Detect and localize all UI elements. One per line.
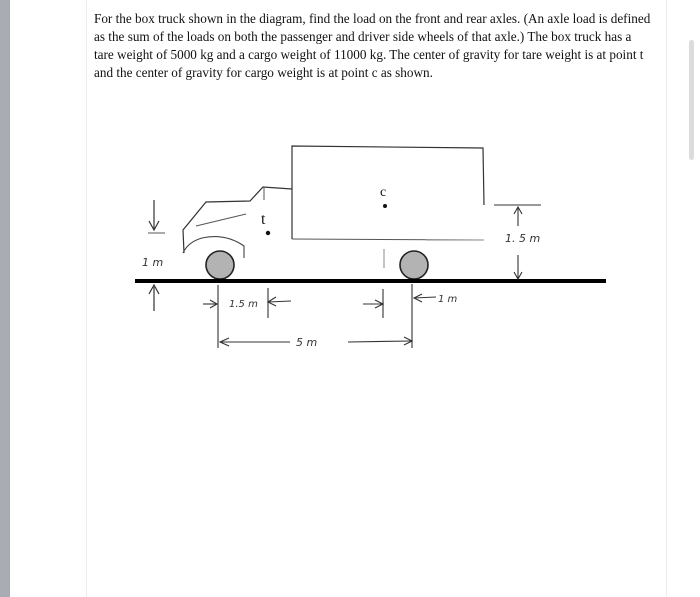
cargo-height-label: 1. 5 m bbox=[505, 232, 541, 245]
tare-point-label: t bbox=[261, 211, 266, 228]
tare-point-marker bbox=[266, 231, 270, 235]
tare-dimension-label: 1.5 m bbox=[229, 299, 258, 310]
axle-spacing-label: 5 m bbox=[296, 336, 318, 349]
cargo-dim-arrow-right bbox=[414, 297, 436, 298]
cargo-point-label: c bbox=[380, 185, 387, 200]
cargo-axle-dimension-label: 1 m bbox=[438, 294, 458, 305]
cab-outline bbox=[183, 187, 292, 253]
axle-dim-line-right bbox=[348, 341, 412, 342]
front-wheel bbox=[206, 251, 234, 279]
problem-text: For the box truck shown in the diagram, find the load on the front and rear axles. (An axle load is defined as the sum of the loads on both the passenger and driver side wheels of that axle.) The box truck has a tare weight of 5000 kg and a cargo weight of 11000 kg. The center of gravity for tare weight is at point t and the center of gravity for cargo weight is at point c as shown. bbox=[94, 11, 651, 80]
cab-door-line bbox=[196, 187, 264, 226]
height-dimension-label: 1 m bbox=[142, 256, 164, 269]
cargo-box-outline bbox=[292, 146, 484, 239]
rear-wheel bbox=[400, 251, 428, 279]
cargo-point-marker bbox=[383, 204, 387, 208]
tare-dim-arrow-right bbox=[268, 301, 291, 302]
